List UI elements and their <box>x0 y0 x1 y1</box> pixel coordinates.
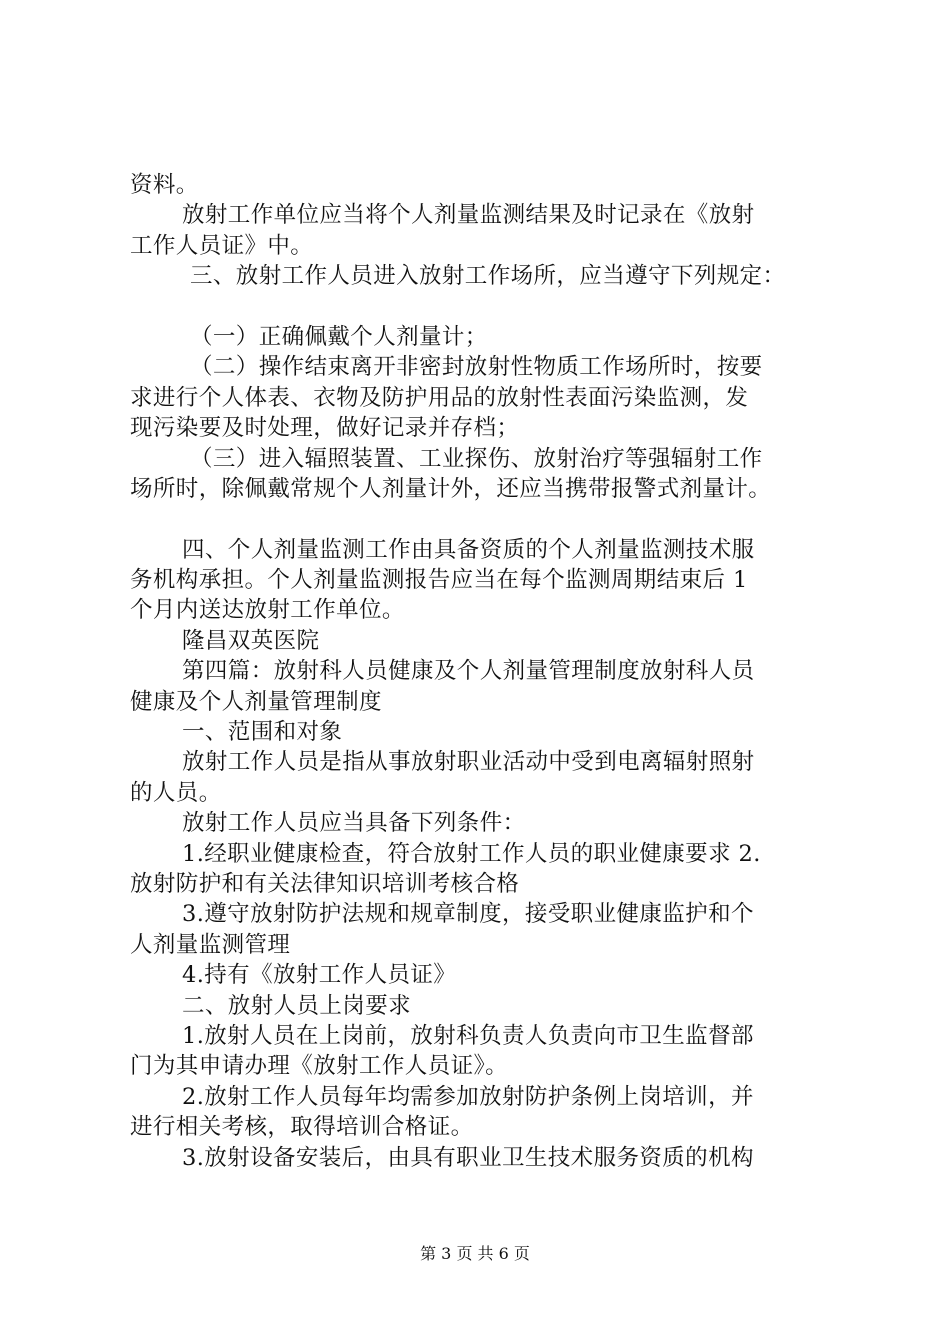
text-line: 放射工作人员应当具备下列条件： <box>182 810 526 837</box>
text-line: 放射防护和有关法律知识培训考核合格 <box>130 870 520 897</box>
text-line: 现污染要及时处理，做好记录并存档； <box>130 415 520 442</box>
text-line: 健康及个人剂量管理制度 <box>130 688 382 715</box>
text-line: 门为其申请办理《放射工作人员证》。 <box>130 1053 509 1080</box>
blank-line <box>130 504 842 534</box>
text-line: 进行相关考核，取得培训合格证。 <box>130 1114 474 1141</box>
text-line: 工作人员证》中。 <box>130 232 314 259</box>
text-line: 三、放射工作人员进入放射工作场所，应当遵守下列规定： <box>190 263 786 290</box>
text-line: 务机构承担。个人剂量监测报告应当在每个监测周期结束后 1 <box>130 567 748 594</box>
text-line: 1.经职业健康检查，符合放射工作人员的职业健康要求 2. <box>182 840 761 867</box>
text-line: 4.持有《放射工作人员证》 <box>182 962 457 989</box>
text-line: 放射工作人员是指从事放射职业活动中受到电离辐射照射 <box>182 749 755 776</box>
text-line: 四、个人剂量监测工作由具备资质的个人剂量监测技术服 <box>182 536 755 563</box>
text-line: 3.遵守放射防护法规和规章制度，接受职业健康监护和个 <box>182 901 754 928</box>
text-line: 的人员。 <box>130 779 222 806</box>
page-footer <box>0 1244 950 1264</box>
text-line: 放射工作单位应当将个人剂量监测结果及时记录在《放射 <box>182 202 755 229</box>
text-line: 3.放射设备安装后，由具有职业卫生技术服务资质的机构 <box>182 1144 754 1171</box>
document-body <box>130 170 842 1173</box>
text-line: 一、范围和对象 <box>182 719 343 746</box>
text-line: 1.放射人员在上岗前，放射科负责人负责向市卫生监督部 <box>182 1022 754 1049</box>
text-line: 二、放射人员上岗要求 <box>182 992 412 1019</box>
page-number-label: 第 3 页 共 6 页 <box>420 1244 530 1263</box>
text-line: 资料。 <box>130 172 199 198</box>
text-line: 2.放射工作人员每年均需参加放射防护条例上岗培训，并 <box>182 1083 754 1110</box>
text-line: （一）正确佩戴个人剂量计； <box>190 323 488 350</box>
text-line: 人剂量监测管理 <box>130 931 291 958</box>
text-line: 第四篇：放射科人员健康及个人剂量管理制度放射科人员 <box>182 658 755 685</box>
blank-line <box>130 292 842 322</box>
text-line: 个月内送达放射工作单位。 <box>130 597 405 624</box>
text-line: 求进行个人体表、衣物及防护用品的放射性表面污染监测，发 <box>130 384 749 411</box>
text-line: （三）进入辐照装置、工业探伤、放射治疗等强辐射工作 <box>190 445 763 472</box>
text-line: 场所时，除佩戴常规个人剂量计外，还应当携带报警式剂量计。 <box>130 475 772 502</box>
text-line: （二）操作结束离开非密封放射性物质工作场所时，按要 <box>190 354 763 381</box>
text-line: 隆昌双英医院 <box>182 627 320 654</box>
